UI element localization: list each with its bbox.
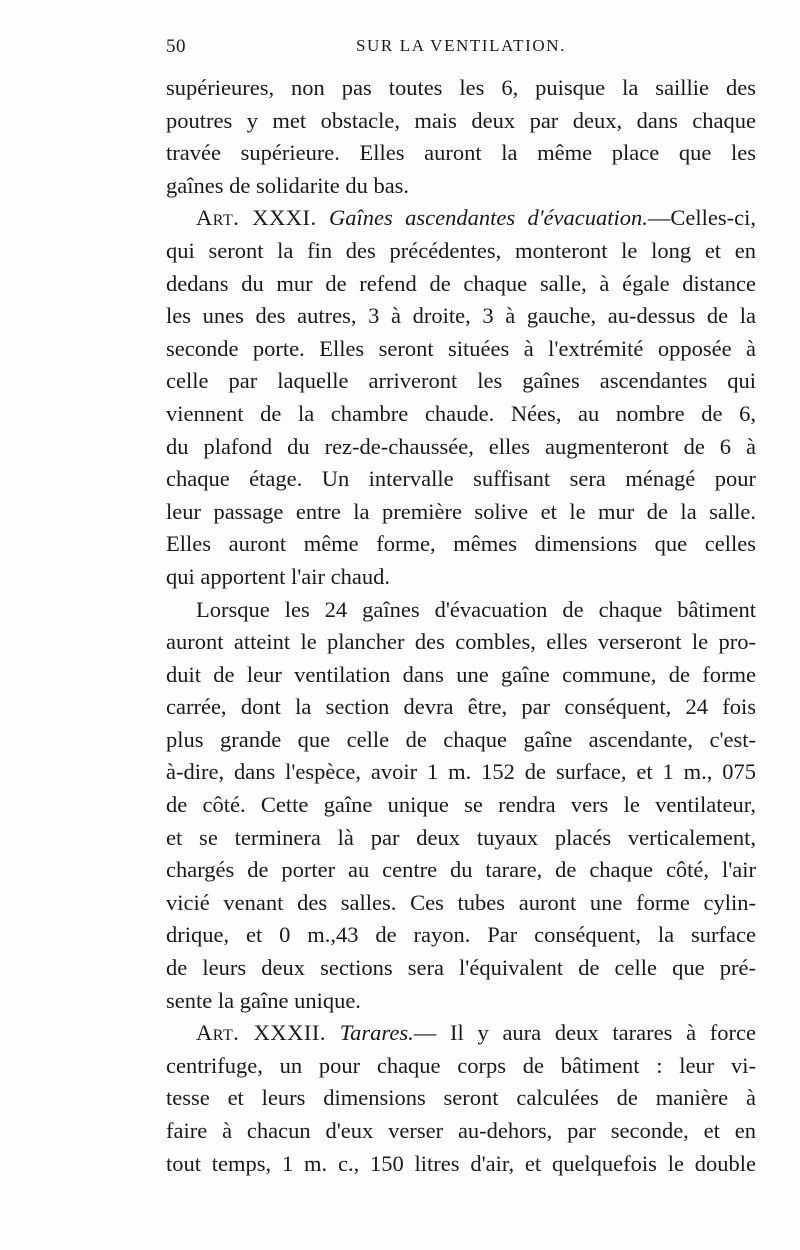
text-line: plus grande que celle de chaque gaîne ascendante, c'est- <box>166 726 756 752</box>
text-line: à-dire, dans l'espèce, avoir 1 m. 152 de surface, et 1 m., 075 <box>166 759 756 785</box>
text-line: Lorsque les 24 gaînes d'évacuation de chaque bâtiment <box>196 596 756 622</box>
page-header <box>166 36 756 60</box>
text-line: faire à chacun d'eux verser au-dehors, par seconde, et en <box>166 1118 756 1143</box>
text-line: chaque étage. Un intervalle suffisant sera ménagé pour <box>166 466 756 492</box>
text-line: carrée, dont la section devra être, par conséquent, 24 fois <box>166 694 756 720</box>
text-line: leur passage entre la première solive et le mur de la salle. <box>166 498 756 524</box>
text-line: dedans du mur de refend de chaque salle, à égale distance <box>166 270 756 296</box>
page-number: 50 <box>166 36 186 57</box>
text-line: supérieures, non pas toutes les 6, puisque la saillie des <box>166 75 756 100</box>
text-line: auront atteint le plancher des combles, elles verseront le pro- <box>166 629 756 655</box>
text-line: seconde porte. Elles seront situées à l'extrémité opposée à <box>166 335 756 361</box>
article-32-label: Art. XXXII. <box>196 1020 326 1046</box>
text-line: centrifuge, un pour chaque corps de bâtiment : leur vi- <box>166 1052 756 1078</box>
body-text <box>166 72 756 1180</box>
article-32-heading-line <box>166 1017 756 1050</box>
text-line: duit de leur ventilation dans une gaîne commune, de forme <box>166 661 756 687</box>
text-line: les unes des autres, 3 à droite, 3 à gauche, au-dessus de la <box>166 303 756 329</box>
article-32-text: — Il y aura deux tarares à force <box>413 1020 757 1046</box>
text-line: qui seront la fin des précédentes, monteront le long et en <box>166 237 756 263</box>
text-line: vicié venant des salles. Ces tubes auront une forme cylin- <box>166 889 756 915</box>
text-line: travée supérieure. Elles auront la même place que les <box>166 140 756 166</box>
text-line: de côté. Cette gaîne unique se rendra vers le ventilateur, <box>166 792 756 818</box>
article-32-title: Tarares. <box>339 1020 414 1046</box>
article-31-title: Gaînes ascendantes d'évacuation. <box>329 205 648 231</box>
article-31-label: Art. XXXI. <box>196 205 317 231</box>
text-line: tout temps, 1 m. c., 150 litres d'air, et quelquefois le double <box>166 1150 756 1176</box>
text-line: drique, et 0 m.,43 de rayon. Par conséquent, la surface <box>166 922 756 948</box>
text-line: celle par laquelle arriveront les gaînes ascendantes qui <box>166 368 756 394</box>
text-line: qui apportent l'air chaud. <box>166 563 390 589</box>
text-line: Elles auront même forme, mêmes dimensions que celles <box>166 531 756 557</box>
text-line: sente la gaîne unique. <box>166 987 361 1013</box>
article-31-text: —Celles-ci, <box>647 205 756 231</box>
text-line: et se terminera là par deux tuyaux placés verticalement, <box>166 824 756 850</box>
text-line: du plafond du rez-de-chaussée, elles augmenteront de 6 à <box>166 433 756 459</box>
article-31-heading-line <box>166 202 756 235</box>
text-line: chargés de porter au centre du tarare, de chaque côté, l'air <box>166 857 756 883</box>
text-line: poutres y met obstacle, mais deux par deux, dans chaque <box>166 107 756 133</box>
text-line: tesse et leurs dimensions seront calculées de manière à <box>166 1085 756 1111</box>
running-title: SUR LA VENTILATION. <box>356 36 566 55</box>
text-line: gaînes de solidarite du bas. <box>166 172 410 198</box>
text-line: viennent de la chambre chaude. Nées, au nombre de 6, <box>166 400 756 426</box>
text-line: de leurs deux sections sera l'équivalent de celle que pré- <box>166 955 756 981</box>
